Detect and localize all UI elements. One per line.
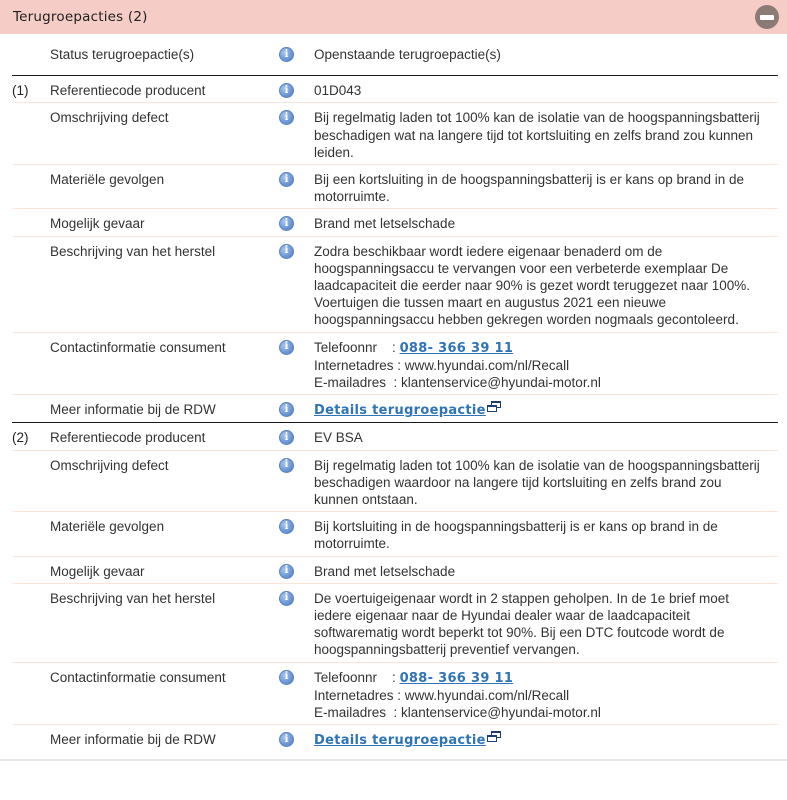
- minus-circle-icon: [760, 15, 774, 20]
- ref-label: Referentiecode producent: [50, 430, 206, 446]
- consequences-value: Bij een kortsluiting in de hoogspanningsbatterij is er kans op brand in de motorruimte.: [314, 172, 745, 205]
- email-line: E-mailadres : klantenservice@hyundai-motor.nl: [314, 705, 601, 721]
- recall-2-ref-row: [12, 423, 778, 450]
- defect-label: Omschrijving defect: [50, 110, 169, 126]
- status-label: Status terugroepactie(s): [50, 47, 195, 62]
- danger-label: Mogelijk gevaar: [50, 563, 145, 579]
- info-icon[interactable]: i: [279, 564, 294, 579]
- status-row: [12, 34, 778, 76]
- recall-1-ref-row: [12, 76, 778, 103]
- recall-1-more-row: [12, 395, 778, 423]
- defect-label: Omschrijving defect: [50, 457, 169, 473]
- info-icon[interactable]: i: [279, 458, 294, 473]
- recalls-panel-header[interactable]: [0, 0, 787, 34]
- more-label: Meer informatie bij de RDW: [50, 402, 216, 418]
- info-icon[interactable]: i: [279, 519, 294, 534]
- consequences-label: Materiële gevolgen: [50, 519, 165, 535]
- info-icon[interactable]: i: [279, 216, 294, 231]
- recall-1-danger-row: [12, 209, 778, 236]
- ref-label: Referentiecode producent: [50, 83, 206, 99]
- defect-value: Bij regelmatig laden tot 100% kan de isolatie van de hoogspanningsbatterij beschadigen waardoor na langere tijd kortsluiting en zelfs brand zou kunnen ontstaan.: [314, 457, 760, 508]
- danger-value: Brand met letselschade: [314, 216, 456, 232]
- contact-label: Contactinformatie consument: [50, 339, 226, 355]
- collapse-button[interactable]: [755, 5, 779, 29]
- info-icon[interactable]: i: [279, 244, 294, 259]
- email-line: E-mailadres : klantenservice@hyundai-motor.nl: [314, 375, 601, 391]
- phone-label: Telefoonnr :: [314, 339, 400, 355]
- panel-bottom-divider: [0, 759, 787, 761]
- repair-value: De voertuigeigenaar wordt in 2 stappen geholpen. In de 1e brief moet iedere eigenaar naar de Hyundai dealer waar de laadcapaciteit softwarematig wordt beperkt tot 90%. Bij een DTC foutcode wordt de hoogspanningsbatterij preventief vervangen.: [314, 590, 730, 658]
- phone-link[interactable]: 088- 366 39 11: [399, 670, 514, 686]
- recall-1-contact-row: [12, 333, 778, 396]
- defect-value: Bij regelmatig laden tot 100% kan de isolatie van de hoogspanningsbatterij beschadigen wat na langere tijd tot kortsluiting en zelfs brand zou kunnen leiden.: [314, 110, 760, 160]
- info-icon[interactable]: i: [279, 47, 294, 62]
- recalls-table: [12, 34, 778, 753]
- info-icon[interactable]: i: [279, 670, 294, 685]
- contact-value: [314, 669, 778, 722]
- danger-label: Mogelijk gevaar: [50, 216, 145, 232]
- recall-1-repair-row: [12, 237, 778, 333]
- ref-value: 01D043: [314, 83, 362, 99]
- external-window-icon[interactable]: [487, 731, 501, 742]
- consequences-value: Bij kortsluiting in de hoogspanningsbatterij is er kans op brand in de motorruimte.: [314, 519, 718, 552]
- repair-label: Beschrijving van het herstel: [50, 243, 216, 259]
- info-icon[interactable]: i: [279, 340, 294, 355]
- contact-value: [314, 339, 778, 392]
- recall-2-defect-row: [12, 451, 778, 513]
- info-icon[interactable]: i: [279, 172, 294, 187]
- phone-link[interactable]: 088- 366 39 11: [399, 340, 514, 356]
- details-recall-link[interactable]: Details terugroepactie: [314, 403, 486, 419]
- details-recall-link[interactable]: Details terugroepactie: [314, 733, 486, 749]
- consequences-label: Materiële gevolgen: [50, 172, 165, 188]
- external-window-icon[interactable]: [487, 401, 501, 412]
- contact-label: Contactinformatie consument: [50, 669, 226, 685]
- status-value: Openstaande terugroepactie(s): [314, 47, 501, 62]
- info-icon[interactable]: i: [279, 402, 294, 417]
- recall-2-more-row: [12, 725, 778, 752]
- recall-2-contact-row: [12, 663, 778, 726]
- web-line: Internetadres : www.hyundai.com/nl/Recall: [314, 357, 570, 373]
- info-icon[interactable]: i: [279, 732, 294, 747]
- panel-title: Terugroepacties (2): [13, 9, 148, 25]
- recall-index: (2): [12, 430, 29, 446]
- recall-index: (1): [12, 83, 29, 99]
- repair-value: Zodra beschikbaar wordt iedere eigenaar benaderd om de hoogspanningsaccu te vervangen voor een verbeterde exemplaar De laadcapaciteit die eerder naar 90% is gezet wordt teruggezet naar 100%. Voertuigen die tussen maart en augustus 2021 een nieuwe hoogspanningsaccu hebben gekregen worden nogmaals gecontoleerd.: [314, 243, 751, 328]
- recall-1-consequences-row: [12, 165, 778, 209]
- more-label: Meer informatie bij de RDW: [50, 732, 216, 748]
- info-icon[interactable]: i: [279, 110, 294, 125]
- info-icon[interactable]: i: [279, 591, 294, 606]
- recall-2-consequences-row: [12, 512, 778, 556]
- phone-label: Telefoonnr :: [314, 669, 400, 685]
- web-line: Internetadres : www.hyundai.com/nl/Recall: [314, 687, 570, 703]
- recall-2-danger-row: [12, 557, 778, 584]
- recall-1-defect-row: [12, 103, 778, 165]
- recall-2-repair-row: [12, 584, 778, 663]
- ref-value: EV BSA: [314, 430, 363, 446]
- info-icon[interactable]: i: [279, 430, 294, 445]
- repair-label: Beschrijving van het herstel: [50, 590, 216, 606]
- info-icon[interactable]: i: [279, 83, 294, 98]
- danger-value: Brand met letselschade: [314, 563, 456, 579]
